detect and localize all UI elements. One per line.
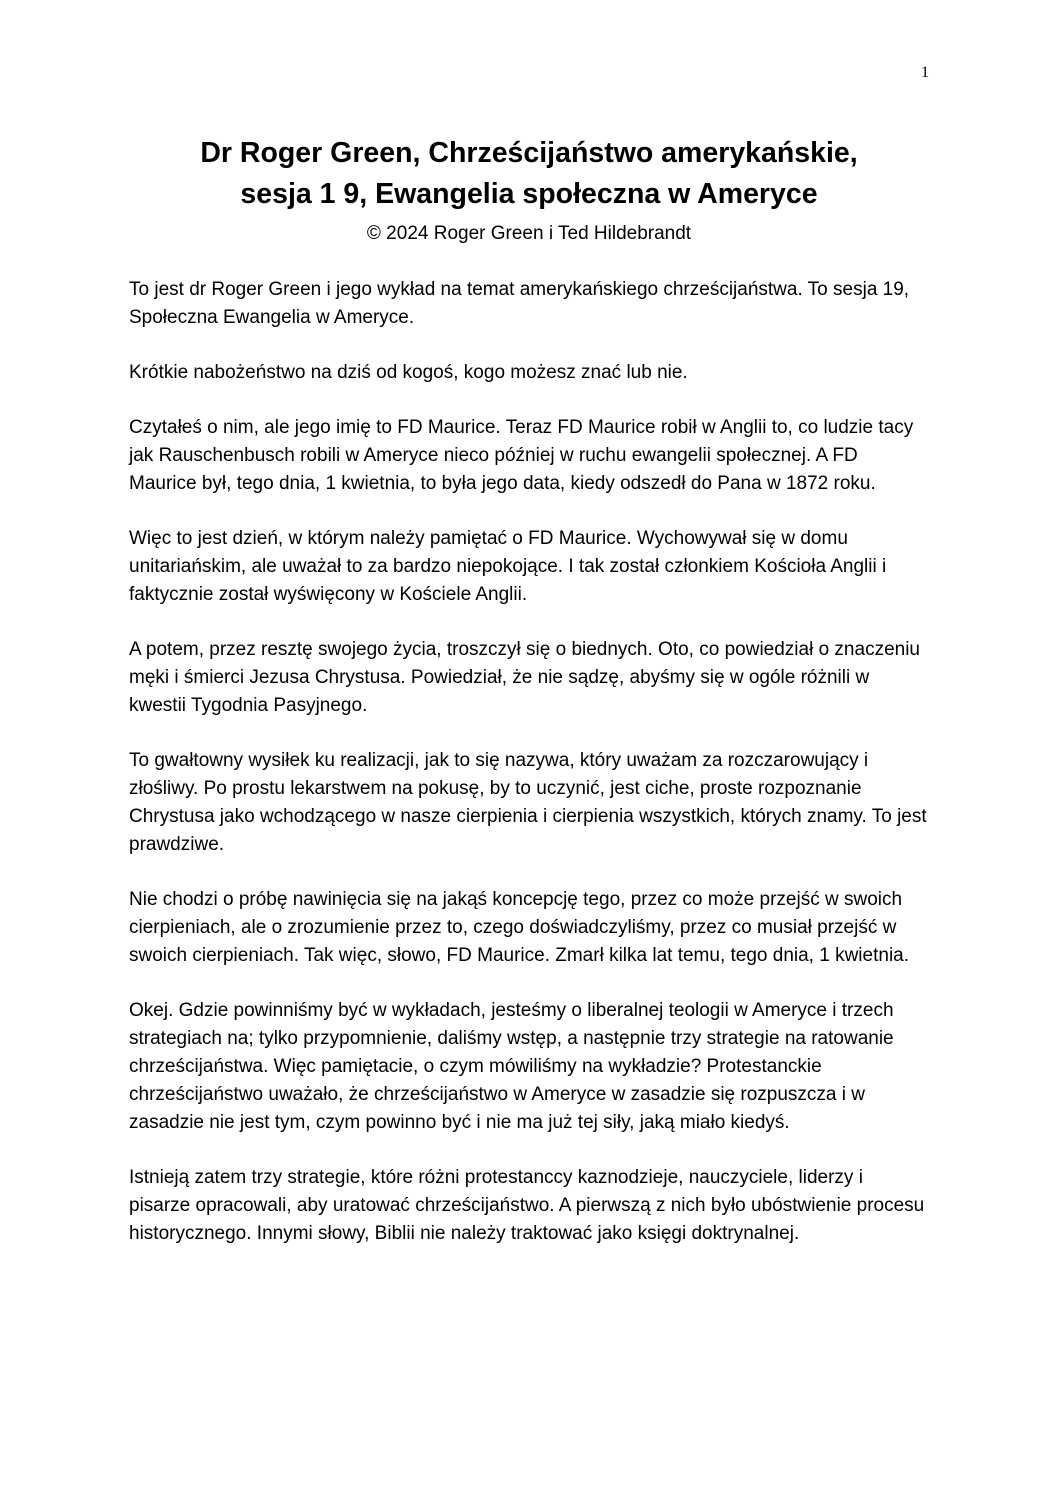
title-line-1: Dr Roger Green, Chrześcijaństwo amerykańskie,: [200, 137, 858, 169]
copyright-line: © 2024 Roger Green i Ted Hildebrandt: [366, 223, 692, 244]
paragraph: Nie chodzi o próbę nawinięcia się na jakąś koncepcję tego, przez co może przejść w swoich cierpieniach, ale o zrozumienie przez to, czego doświadczyliśmy, przez co musiał przejść w swoich cierpieniach. Tak więc, słowo, FD Maurice. Zmarł kilka lat temu, tego dnia, 1 kwietnia.: [129, 889, 910, 966]
title-line-2: sesja 1 9, Ewangelia społeczna w Ameryce: [240, 178, 818, 210]
paragraph: A potem, przez resztę swojego życia, troszczył się o biednych. Oto, co powiedział o znaczeniu męki i śmierci Jezusa Chrystusa. Powiedział, że nie sądzę, abyśmy się w ogóle różnili w kwestii Tygodnia Pasyjnego.: [129, 639, 920, 716]
paragraph: To jest dr Roger Green i jego wykład na temat amerykańskiego chrześcijaństwa. To sesja 19, Społeczna Ewangelia w Ameryce.: [129, 279, 910, 328]
document-title: [100, 133, 958, 215]
paragraph: Czytałeś o nim, ale jego imię to FD Maurice. Teraz FD Maurice robił w Anglii to, co ludzie tacy jak Rauschenbusch robili w Ameryce nieco później w ruchu ewangelii społecznej. A FD Maurice był, tego dnia, 1 kwietnia, to była jego data, kiedy odszedł do Pana w 1872 roku.: [129, 417, 914, 494]
page-number: 1: [921, 64, 929, 81]
paragraph: Krótkie nabożeństwo na dziś od kogoś, kogo możesz znać lub nie.: [129, 362, 688, 383]
document-body: [129, 276, 929, 1275]
paragraph: Istnieją zatem trzy strategie, które różni protestanccy kaznodzieje, nauczyciele, liderzy i pisarze opracowali, aby uratować chrześcijaństwo. A pierwszą z nich było ubóstwienie procesu historycznego. Innymi słowy, Biblii nie należy traktować jako księgi doktrynalnej.: [129, 1167, 925, 1244]
paragraph: Okej. Gdzie powinniśmy być w wykładach, jesteśmy o liberalnej teologii w Ameryce i trzech strategiach na; tylko przypomnienie, daliśmy wstęp, a następnie trzy strategie na ratowanie chrześcijaństwa. Więc pamiętacie, o czym mówiliśmy na wykładzie? Protestanckie chrześcijaństwo uważało, że chrześcijaństwo w Ameryce w zasadzie się rozpuszcza i w zasadzie nie jest tym, czym powinno być i nie ma już tej siły, jaką miało kiedyś.: [129, 1000, 894, 1133]
paragraph: Więc to jest dzień, w którym należy pamiętać o FD Maurice. Wychowywał się w domu unitariańskim, ale uważał to za bardzo niepokojące. I tak został członkiem Kościoła Anglii i faktycznie został wyświęcony w Kościele Anglii.: [129, 528, 887, 605]
paragraph: To gwałtowny wysiłek ku realizacji, jak to się nazywa, który uważam za rozczarowujący i złośliwy. Po prostu lekarstwem na pokusę, by to uczynić, jest ciche, proste rozpoznanie Chrystusa jako wchodzącego w nasze cierpienia i cierpienia wszystkich, których znamy. To jest prawdziwe.: [129, 750, 927, 855]
